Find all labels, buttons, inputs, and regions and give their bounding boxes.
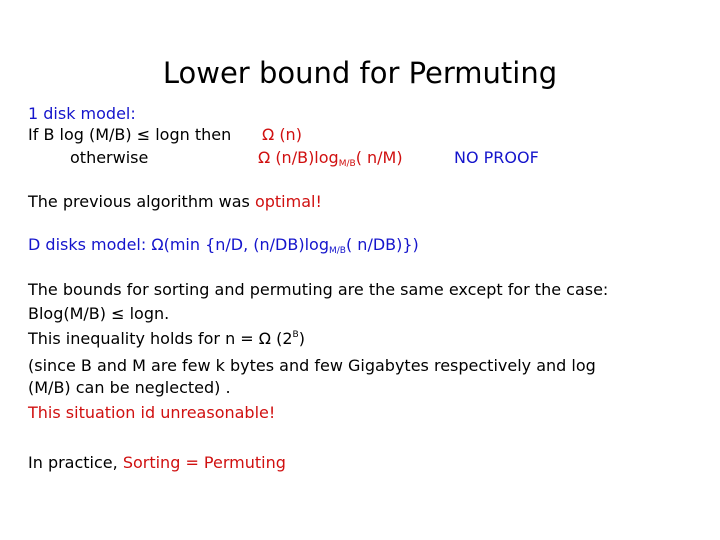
- d-disks-label: D disks model:: [28, 235, 147, 254]
- bound-1: Ω (n): [262, 125, 302, 144]
- bounds-line-4: (since B and M are few k bytes and few Gigabytes respectively and log: [28, 356, 596, 375]
- bounds-line-1: The bounds for sorting and permuting are the same except for the case:: [28, 280, 609, 299]
- bounds-line-3: [28, 329, 305, 349]
- slide-title: Lower bound for Permuting: [162, 56, 558, 90]
- unreasonable-line: This situation id unreasonable!: [28, 403, 276, 422]
- one-disk-heading: 1 disk model:: [28, 104, 136, 123]
- optimal-highlight: optimal!: [254, 192, 322, 211]
- d-disks-line: [28, 235, 419, 255]
- bound-2-sub: M/B: [338, 159, 356, 169]
- previous-algorithm-text: The previous algorithm was: [28, 192, 255, 211]
- bounds-line-2: Blog(M/B) ≤ logn.: [28, 304, 170, 323]
- condition-1: If B log (M/B) ≤ logn then: [28, 125, 232, 144]
- d-disks-formula-post: ( n/DB)}): [345, 235, 419, 254]
- bound-2: [258, 148, 403, 168]
- bound-2-post: ( n/M): [355, 148, 403, 167]
- bounds-line-5: (M/B) can be neglected) .: [28, 378, 231, 397]
- bound-2-pre: Ω (n/B)log: [258, 148, 339, 167]
- practice-text: In practice,: [28, 453, 123, 472]
- bounds-line-3-sup: B: [292, 330, 299, 340]
- d-disks-formula-pre: Ω(min {n/D, (n/DB)log: [151, 235, 329, 254]
- previous-algorithm-line: [28, 192, 322, 212]
- sorting-permuting-highlight: Sorting = Permuting: [122, 453, 286, 472]
- bounds-line-3-post: ): [298, 329, 305, 348]
- d-disks-formula-sub: M/B: [328, 246, 346, 256]
- condition-2: otherwise: [70, 148, 149, 167]
- no-proof-label: NO PROOF: [454, 148, 539, 167]
- practice-line: [28, 453, 286, 473]
- bounds-line-3-pre: This inequality holds for n = Ω (2: [28, 329, 293, 348]
